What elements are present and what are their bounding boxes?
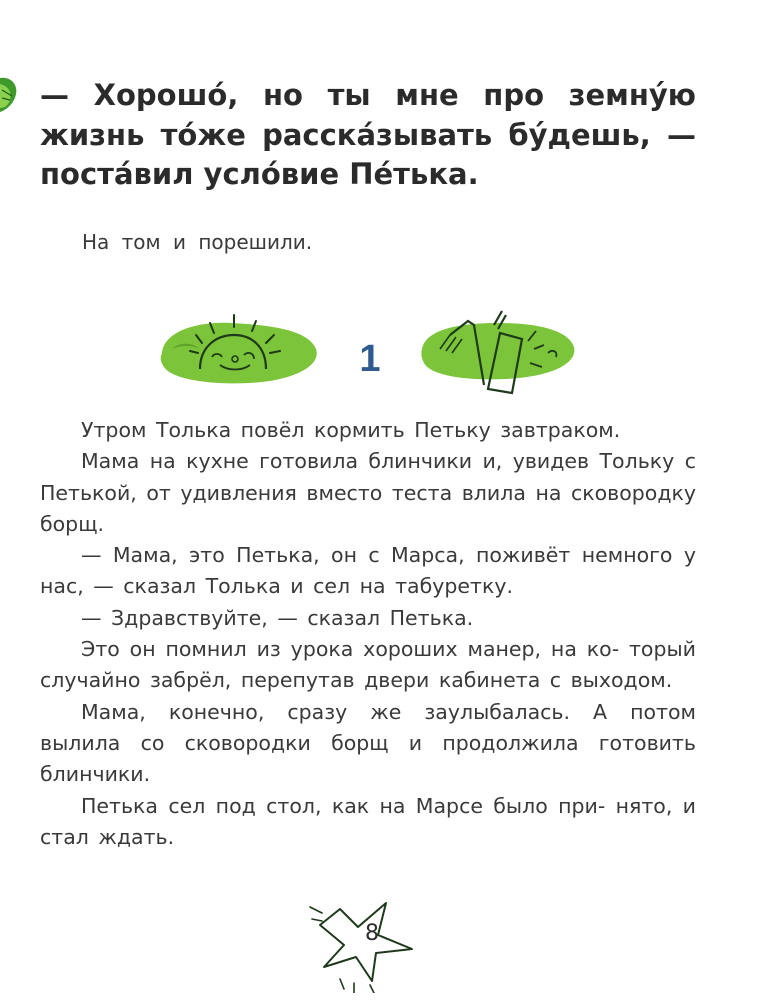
intro-line: постáвил услóвие Пéтька. [40,157,479,191]
paragraph [40,634,696,697]
text-line: с выходом. [549,668,673,693]
paragraph [40,446,696,540]
paragraph [40,791,696,854]
text-line: Это он помнил из урока хороших манер, на ко- [81,637,620,662]
text-line: Мама на кухне готовила блинчики и, увидев [81,449,590,474]
text-line: вылила со сковородки борщ и продолжила готовить [40,730,696,755]
smiling-sun-icon [161,315,317,383]
chapter-number: 1 [359,338,381,380]
text-line: торый случайно забрёл, перепутав двери кабинета [40,637,696,693]
paragraph [40,540,696,603]
text-line: — Здравствуйте, — сказал Петька. [81,605,474,630]
page-footer [300,893,430,993]
text-line: у нас, — сказал Толька и сел на табуретку. [40,543,696,599]
intro-line: жизнь тóже расскáзывать бýдешь, — [40,117,696,152]
text-line: нято, и стал ждать. [40,793,696,849]
paragraph [40,697,696,791]
text-line: блинчики. [40,762,151,787]
text-line: Утром Толька повёл кормить Петьку завтраком. [81,418,621,442]
text-line: Тольку с Петькой, от удивления вместо теста влила [40,449,696,505]
text-line: Мама, конечно, сразу же заулыбалась. А потом [81,699,696,724]
page-number: 8 [365,921,379,946]
intro-line: — Хорошó, но ты мне про земнýю [40,78,696,112]
text-line: Петька сел под стол, как на Марсе было при- [81,793,606,818]
intro-dialogue [40,76,696,195]
intro-conclusion: На том и порешили. [82,230,313,254]
chapter-heading [150,305,590,400]
story-text [40,415,696,853]
toothbrush-toothpaste-icon [421,311,574,393]
paragraph [40,415,696,446]
text-line: — Мама, это Петька, он с Марса, поживёт немного [81,543,673,568]
paragraph [40,603,696,634]
text-line: на сковородку борщ. [40,480,697,536]
green-plant-icon [0,70,22,130]
